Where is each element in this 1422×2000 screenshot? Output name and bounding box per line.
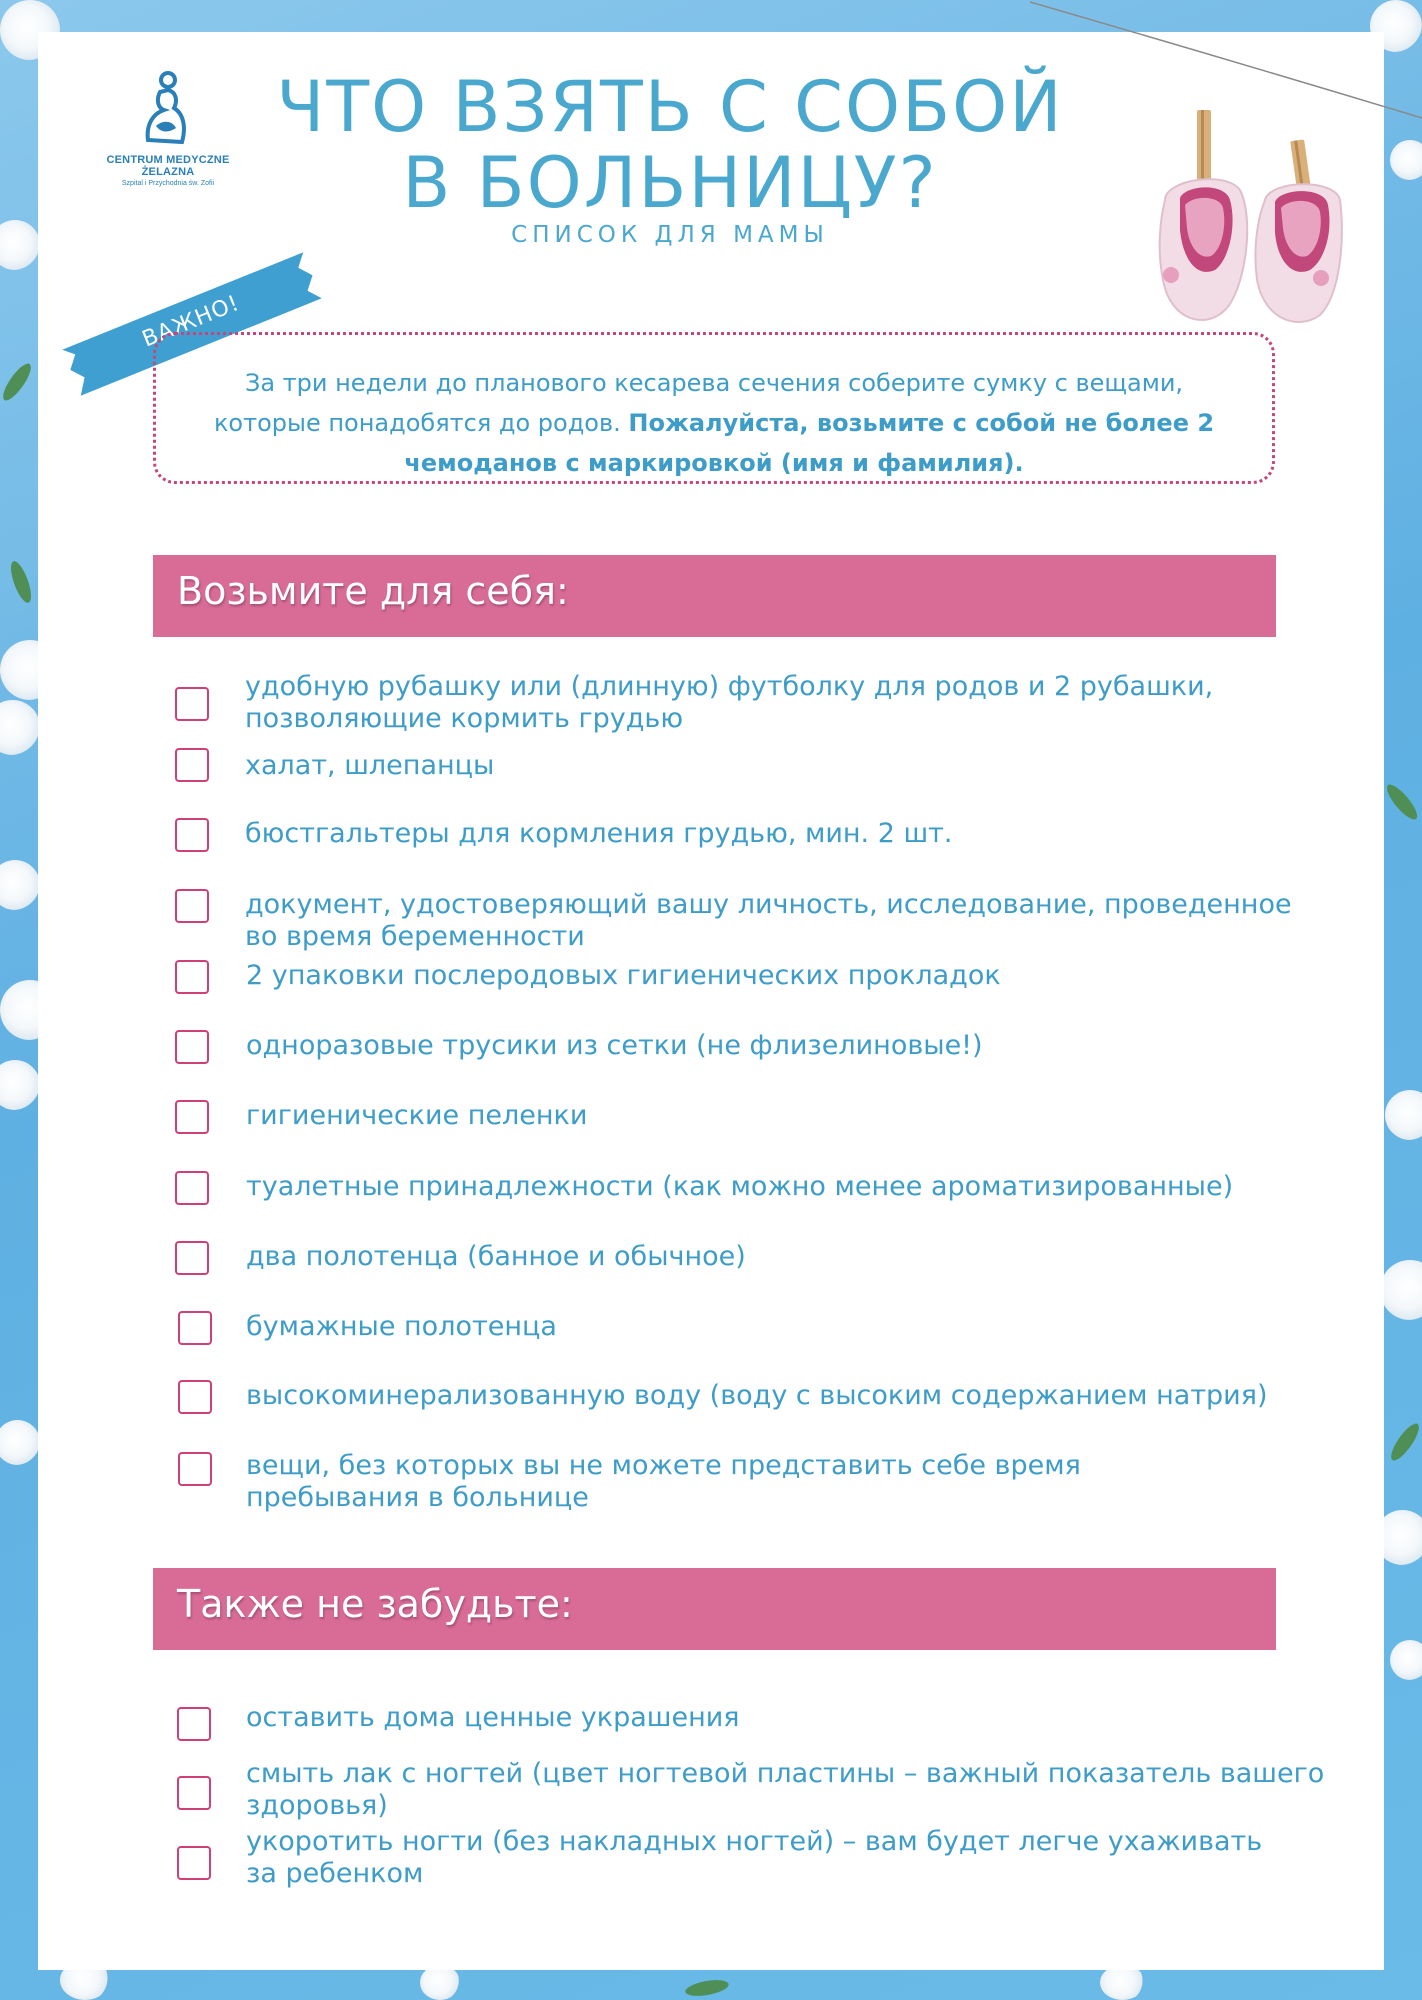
page-title-line-2: В БОЛЬНИЦУ? <box>402 142 938 224</box>
checkbox[interactable] <box>175 748 209 782</box>
logo-subtitle: Szpital i Przychodnia św. Zofii <box>121 180 215 187</box>
checkbox[interactable] <box>175 1171 209 1205</box>
section-heading-bar-reminders <box>153 1568 1276 1650</box>
checkbox[interactable] <box>175 818 209 852</box>
checkbox[interactable] <box>177 1776 211 1810</box>
checkbox[interactable] <box>178 1380 212 1414</box>
section-heading-bar-self <box>153 555 1276 637</box>
checkbox[interactable] <box>175 687 209 721</box>
checklist-item-text: 2 упаковки послеродовых гигиенических прокладок <box>246 960 1001 991</box>
checklist-item-text: удобную рубашку или (длинную) футболку для родов и 2 рубашки, позволяющие кормить грудью <box>245 671 1214 734</box>
checkbox[interactable] <box>177 1846 211 1880</box>
checklist-item-text: два полотенца (банное и обычное) <box>246 1241 746 1272</box>
mother-child-logo-icon <box>138 70 198 150</box>
baby-shoes-illustration <box>1145 110 1355 335</box>
checklist-item-text: одноразовые трусики из сетки (не флизелиновые!) <box>246 1030 983 1061</box>
checklist-item-text: высокоминерализованную воду (воду с высоким содержанием натрия) <box>246 1380 1268 1411</box>
section-heading-reminders: Также не забудьте: <box>177 1582 573 1626</box>
checklist-item-text: халат, шлепанцы <box>245 750 495 781</box>
checklist-item-text: бумажные полотенца <box>246 1311 557 1342</box>
checklist-item-text: вещи, без которых вы не можете представить себе время пребывания в больнице <box>246 1450 1081 1513</box>
checklist-item-text: оставить дома ценные украшения <box>246 1702 740 1733</box>
checklist-item-text: бюстгальтеры для кормления грудью, мин. 2 шт. <box>245 818 953 849</box>
checkbox[interactable] <box>178 1311 212 1345</box>
section-heading-self: Возьмите для себя: <box>177 569 569 613</box>
checkbox[interactable] <box>175 889 209 923</box>
checkbox[interactable] <box>175 1100 209 1134</box>
checkbox[interactable] <box>178 1452 212 1486</box>
page-title-line-1: ЧТО ВЗЯТЬ С СОБОЙ <box>276 66 1064 148</box>
checklist-item-text: укоротить ногти (без накладных ногтей) – вам будет легче ухаживать за ребенком <box>246 1826 1263 1889</box>
important-label: ВАЖНО! <box>138 290 244 353</box>
checkbox[interactable] <box>175 960 209 994</box>
checklist-item-text: смыть лак с ногтей (цвет ногтевой пластины – важный показатель вашего здоровья) <box>246 1758 1325 1821</box>
checklist-item-text: документ, удостоверяющий вашу личность, исследование, проведенное во время беременности <box>245 889 1292 952</box>
notice-text <box>196 363 1232 483</box>
important-notice <box>153 332 1275 484</box>
checkbox[interactable] <box>175 1030 209 1064</box>
notice-text-plain: За три недели до планового кесарева сечения соберите сумку с вещами, которые понадобятся до родов. <box>213 369 1184 437</box>
checkbox[interactable] <box>175 1241 209 1275</box>
notice-text-bold: Пожалуйста, возьмите с собой не более 2 чемоданов с маркировкой (имя и фамилия). <box>404 409 1215 477</box>
checklist-item-text: туалетные принадлежности (как можно менее ароматизированные) <box>246 1171 1234 1202</box>
checkbox[interactable] <box>177 1707 211 1741</box>
checklist-item-text: гигиенические пеленки <box>246 1100 588 1131</box>
page-subtitle: СПИСОК ДЛЯ МАМЫ <box>511 222 829 248</box>
logo-name: CENTRUM MEDYCZNE ŻELAZNA <box>106 154 230 178</box>
